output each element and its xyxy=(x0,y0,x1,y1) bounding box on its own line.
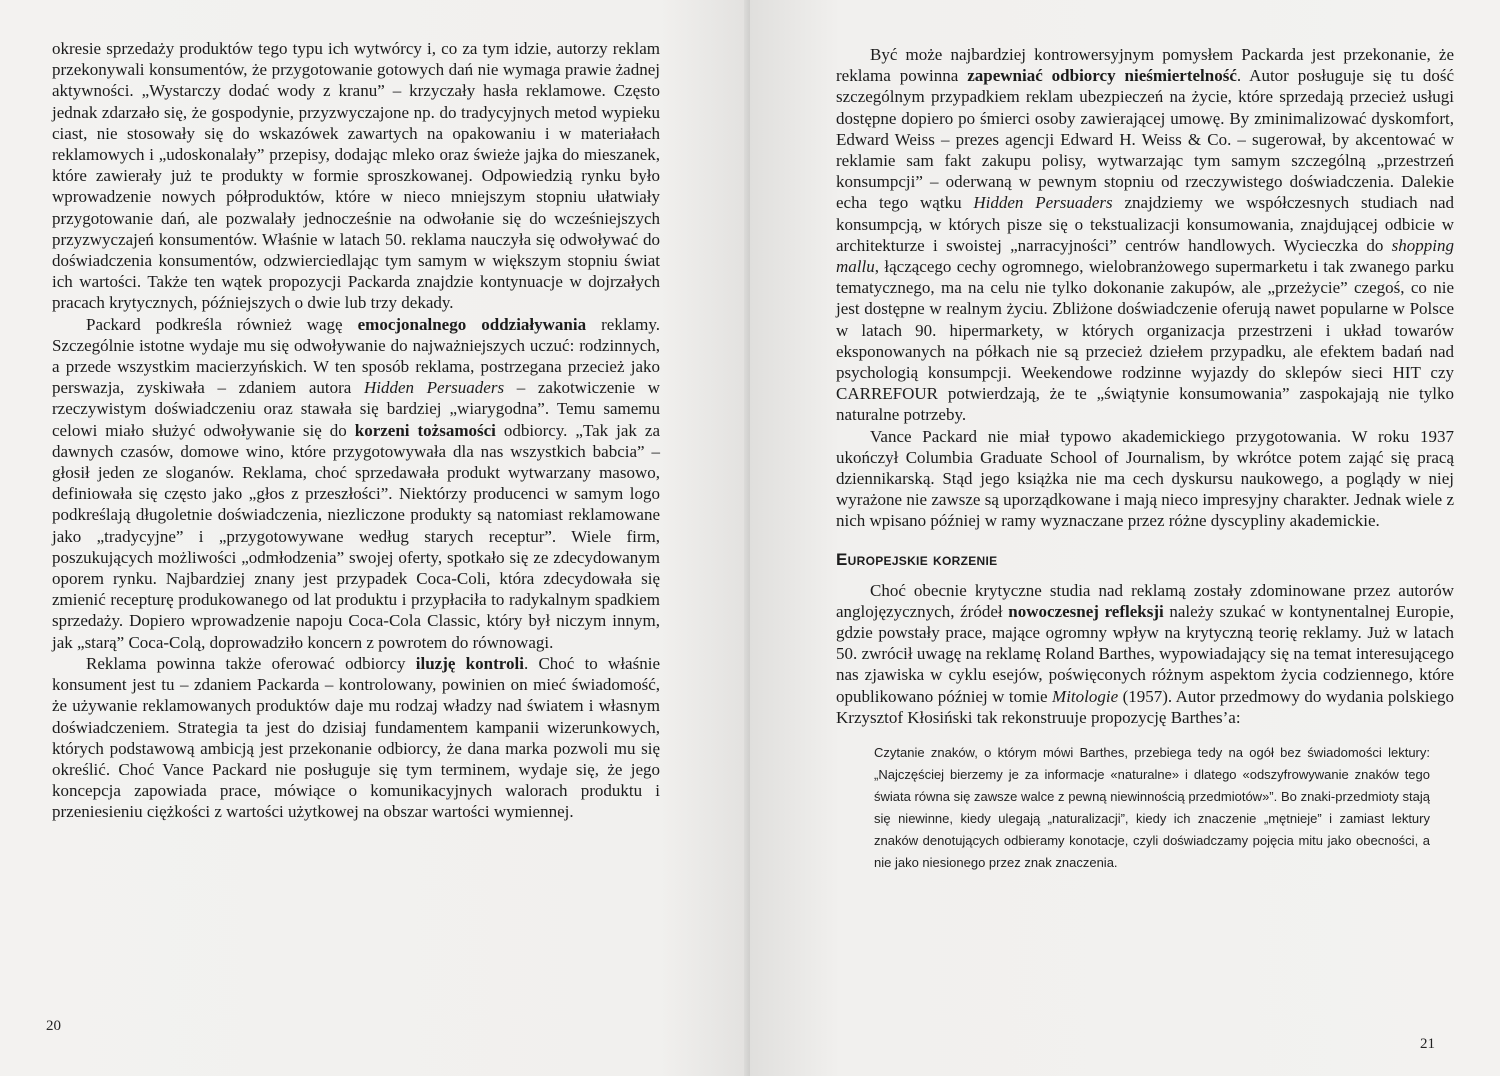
right-paragraph-2: Vance Packard nie miał typowo akademickiego przygotowania. W roku 1937 ukończył Columbia Graduate School of Journalism, by wkrótce potem zająć się pracą dziennikarską. Stąd jego książka nie ma cech dyskursu naukowego, a poglądy w niej wyrażone nie zawsze są uporządkowane i mają nieco impresyjny charakter. Jednak wiele z nich wpisano później w ramy wyznaczane przez różne dyscypliny akademickie. xyxy=(836,426,1454,531)
right-paragraph-1: Być może najbardziej kontrowersyjnym pomysłem Packarda jest przekonanie, że reklama powinna zapewniać odbiorcy nieśmiertelność. Autor posługuje się tu dość szczególnym przypadkiem reklam ubezpieczeń na życie, które sprzedają przecież usługi dostępne dopiero po śmierci osoby zawierającej umowę. By zminimalizować dyskomfort, Edward Weiss – prezes agencji Edward H. Weiss & Co. – sugerował, by akcentować w reklamie sam fakt zakupu polisy, wytwarzając tym samym szczególną „przestrzeń konsumpcji” – oderwaną w pewnym stopniu od rzeczywistego doświadczenia. Dalekie echa tego wątku Hidden Persuaders znajdziemy we współczesnych studiach nad konsumpcją, w których pisze się o tekstualizacji konsumowania, znajdującej odbicie w architekturze i swoistej „narracyjności” centrów handlowych. Wycieczka do shopping mallu, łączącego cechy ogromnego, wielobranżowego supermarketu i tak zwanego parku tematycznego, ma na celu nie tylko dokonanie zakupów, ale „przeżycie” czegoś, co nie jest dostępne w realnym życiu. Zbliżone doświadczenie oferują nawet popularne w Polsce w latach 90. hipermarkety, w których organizacja przestrzeni i układ towarów eksponowanych na półkach nie są przecież dziełem przypadku, ale efektem badań nad psychologią konsumpcji. Weekendowe rodzinne wyjazdy do sklepów sieci HIT czy CARREFOUR potwierdzają, że te „świątynie konsumowania” zaspokajają nie tylko naturalne potrzeby. xyxy=(836,45,1454,425)
left-paragraph-3: Reklama powinna także oferować odbiorcy iluzję kontroli. Choć to właśnie konsument jest tu – zdaniem Packarda – kontrolowany, powinien on mieć świadomość, że używanie reklamowanych produktów daje mu rodzaj władzy nad światem i własnym doświadczeniem. Strategia ta jest do dzisiaj fundamentem kampanii wizerunkowych, których podstawową ambicją jest przekonanie odbiorcy, że dana marka pozwoli mu się określić. Choć Vance Packard nie posługuje się tym terminem, wydaje się, że jego koncepcja zapowiada prace, mówiące o komunikacyjnych walorach produktu i przeniesieniu ciężkości z wartości użytkowej na obszar wartości wymiennej. xyxy=(52,653,660,822)
page-number-right: 21 xyxy=(1420,1036,1435,1052)
right-paragraph-3: Choć obecnie krytyczne studia nad reklamą zostały zdominowane przez autorów anglojęzycznych, źródeł nowoczesnej refleksji należy szukać w kontynentalnej Europie, gdzie powstały prace, mające ogromny wpływ na krytyczną teorię reklamy. Już w latach 50. zwrócił uwagę na reklamę Roland Barthes, wypowiadający się na temat interesującego nas zjawiska w cyklu esejów, poświęconych różnym aspektom życia codziennego, które opublikowano później w tomie Mitologie (1957). Autor przedmowy do wydania polskiego Krzysztof Kłosiński tak rekonstruuje propozycję Barthes’a: xyxy=(836,580,1454,727)
right-text-column xyxy=(836,44,1454,874)
block-quote: Czytanie znaków, o którym mówi Barthes, przebiega tedy na ogół bez świadomości lektury: „Najczęściej bierzemy je za informacje «naturalne» i dlatego «odszyfrowywanie znaków tego świata równa się zawsze walce z pewną niewinnością przedmiotów»”. Bo znaki-przedmioty stają się niewinne, kiedy ulegają „naturalizacji”, kiedy ich znaczenie „mętnieje” i zamiast lektury znaków denotujących odbieramy konotacje, czyli doświadczamy pojęcia mitu jako obecności, a nie jako niesionego przez znak znaczenia. xyxy=(874,745,1430,871)
left-paragraph-1: okresie sprzedaży produktów tego typu ich wytwórcy i, co za tym idzie, autorzy reklam przekonywali konsumentów, że przygotowanie gotowych dań nie wymaga prawie żadnej aktywności. „Wystarczy dodać wody z kranu” – krzyczały hasła reklamowe. Często jednak zdarzało się, że gospodynie, przyzwyczajone np. do tradycyjnych metod wypieku ciast, nie stosowały się do wskazówek zawartych na opakowaniu i w materiałach reklamowych i „udoskonalały” przepisy, dodając mleko oraz świeże jajka do mieszanek, które zawierały już te produkty w formie sproszkowanej. Odpowiedzią rynku było wprowadzenie nowych półproduktów, które w nieco mniejszym stopniu ułatwiały przygotowanie dań, ale pozwalały jednocześnie na odwołanie się do wcześniejszych przyzwyczajeń konsumentów. Właśnie w latach 50. reklama nauczyła się odwoływać do doświadczenia konsumentów, odzwierciedlając tym samym w większym stopniu świat ich wartości. Także ten wątek propozycji Packarda znajdzie kontynuacje w dojrzałych pracach krytycznych, późniejszych o dwie lub trzy dekady. xyxy=(52,39,660,313)
page-number-left: 20 xyxy=(46,1018,61,1034)
right-page xyxy=(750,0,1500,1076)
left-text-column xyxy=(52,38,660,823)
section-heading: Europejskie korzenie xyxy=(836,549,998,569)
left-paragraph-2: Packard podkreśla również wagę emocjonalnego oddziaływania reklamy. Szczególnie istotne wydaje mu się odwoływanie do najważniejszych uczuć: rodzinnych, a przede wszystkim macierzyńskich. W ten sposób reklama, postrzegana przecież jako perswazja, zyskiwała – zdaniem autora Hidden Persuaders – zakotwiczenie w rzeczywistym doświadczeniu oraz stawała się bardziej „wiarygodna”. Temu samemu celowi miało służyć odwoływanie się do korzeni tożsamości odbiorcy. „Tak jak za dawnych czasów, domowe wino, które przygotowywała dla nas wszystkich babcia” – głosił jeden ze sloganów. Reklama, choć sprzedawała produkt wytwarzany masowo, definiowała się często jako „głos z przeszłości”. Niektórzy producenci w samym logo podkreślają długoletnie doświadczenia, niezliczone produkty są natomiast reklamowane jako „tradycyjne” i „przygotowywane według starych receptur”. Wiele firm, poszukujących możliwości „odmłodzenia” swojej oferty, spotkało się ze zdecydowanym oporem rynku. Najbardziej znany jest przypadek Coca-Coli, która zdecydowała się zmienić recepturę produkowanego od lat produktu i przypłaciła to radykalnym spadkiem sprzedaży. Dopiero wprowadzenie napoju Coca-Cola Classic, który był niczym innym, jak „starą” Coca-Colą, doprowadziło koncern z powrotem do równowagi. xyxy=(52,314,660,652)
